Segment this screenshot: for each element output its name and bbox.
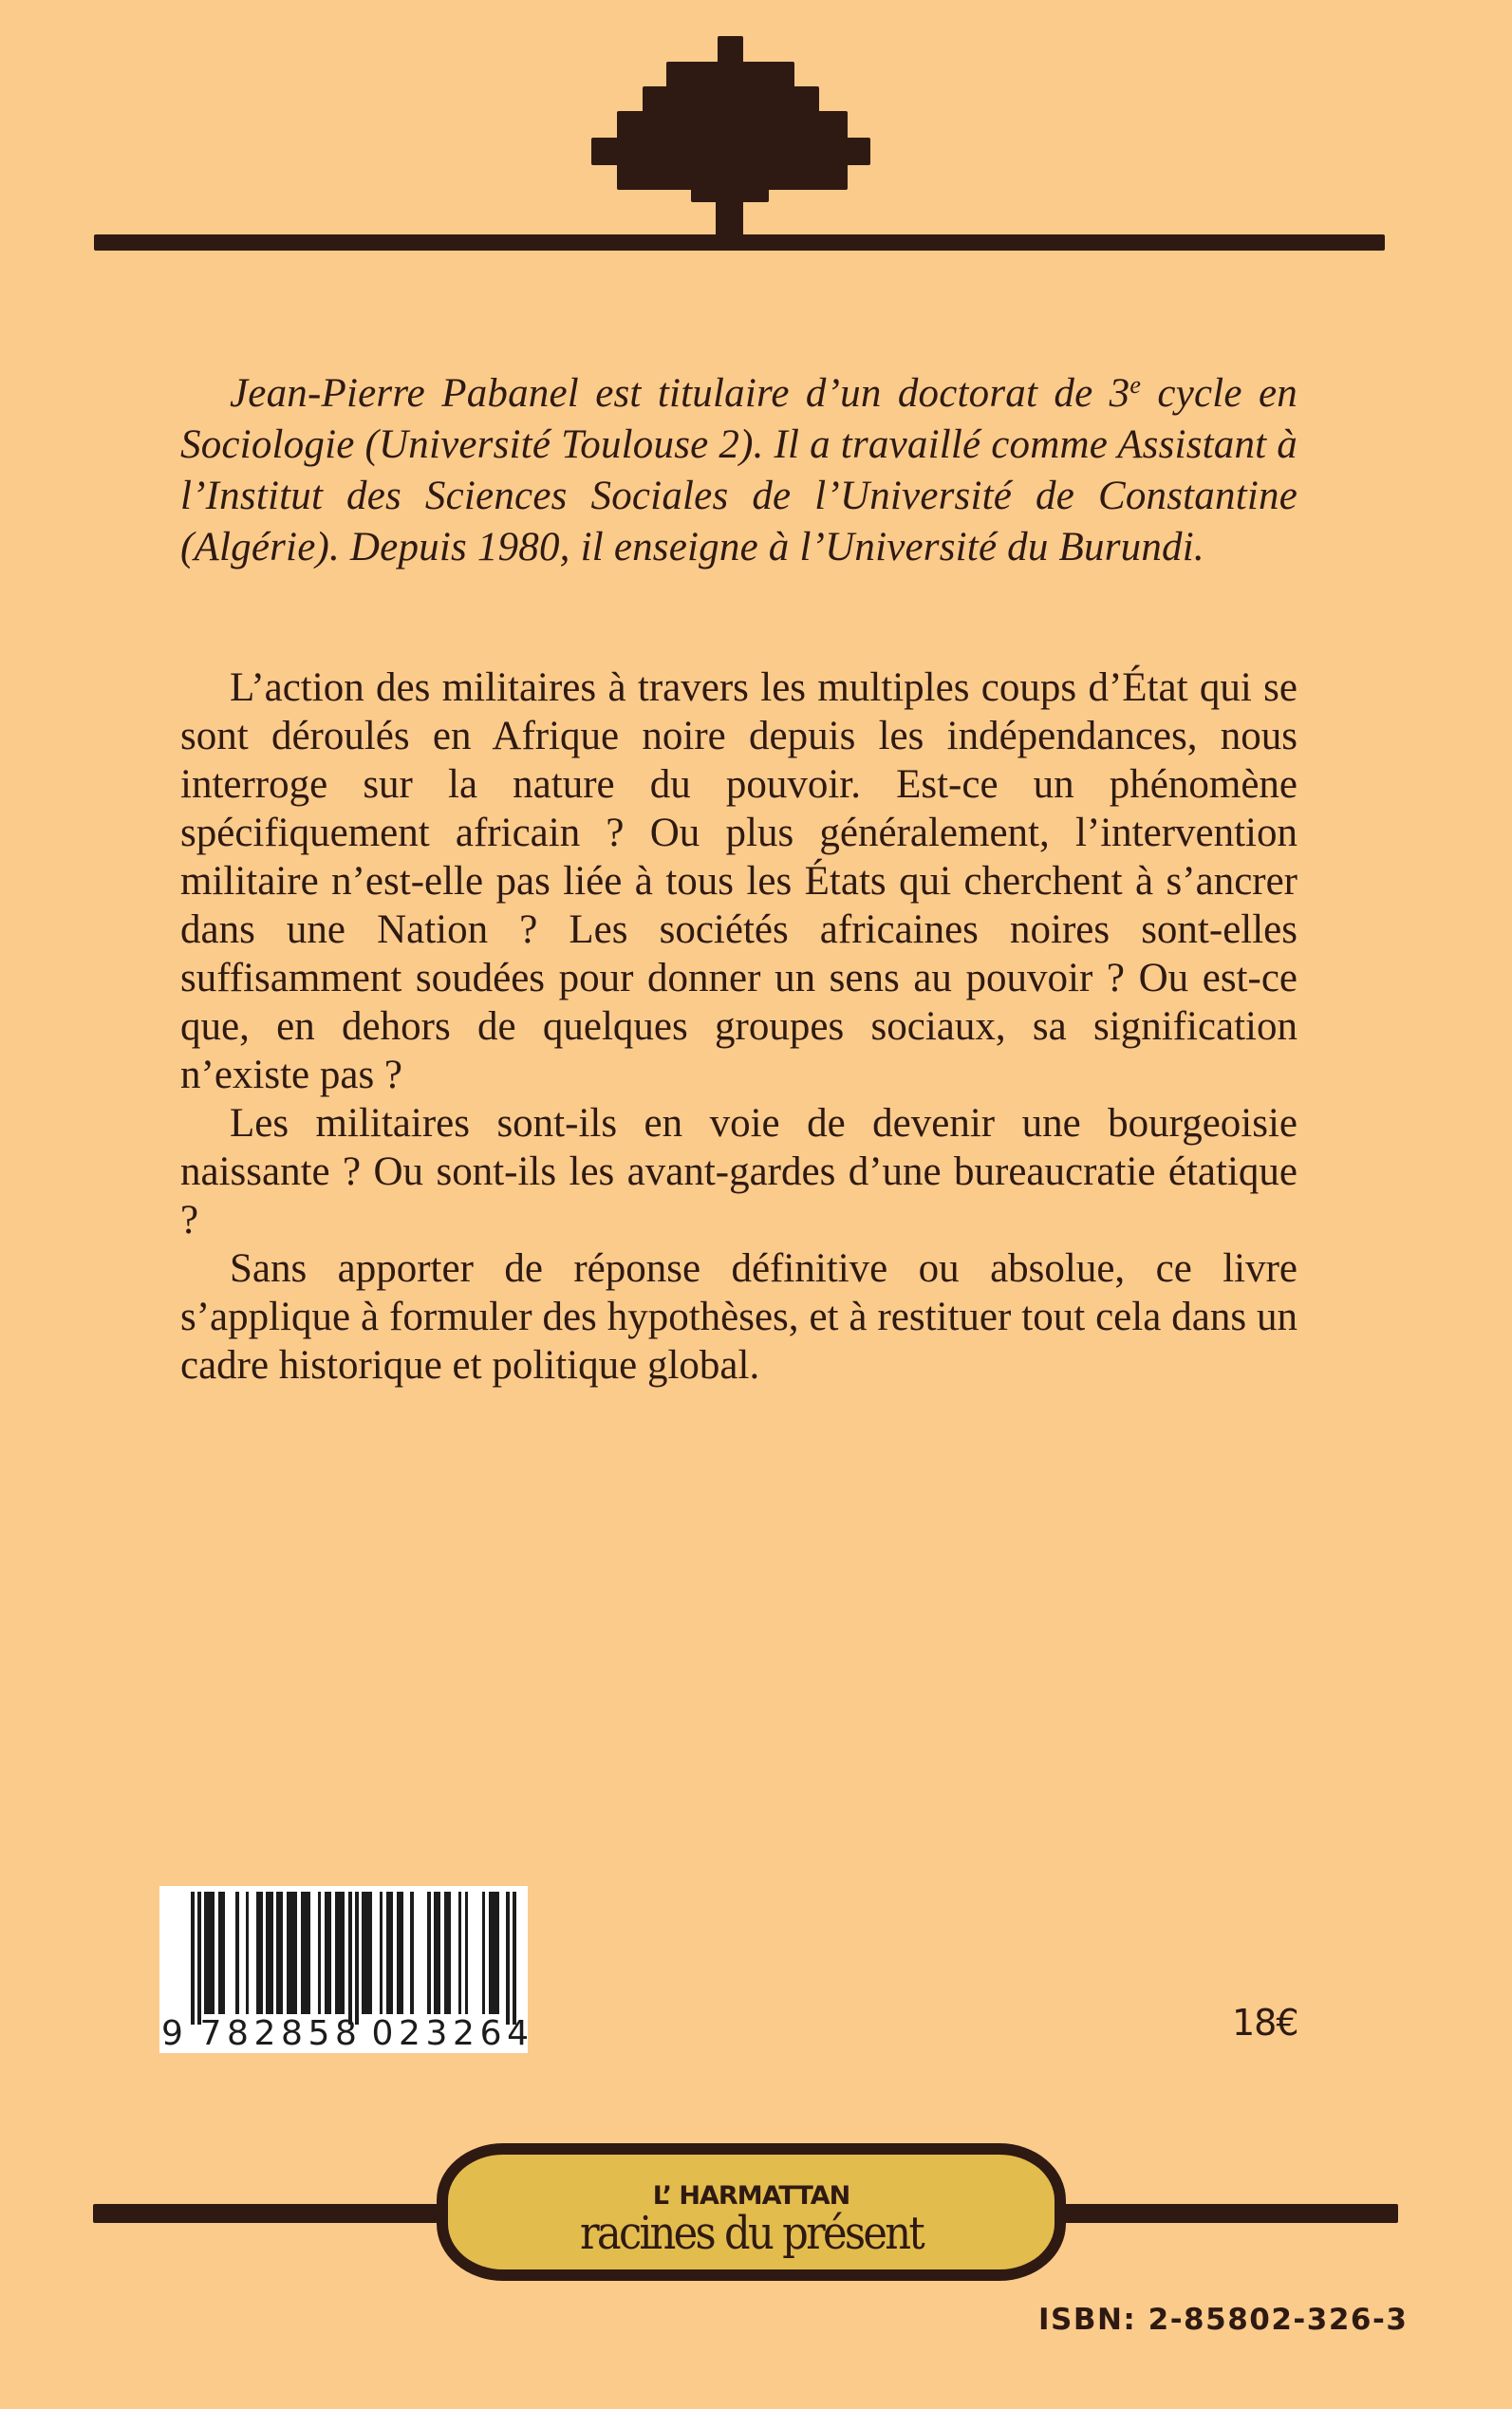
ean-barcode bbox=[159, 1886, 534, 2053]
publisher-logo bbox=[437, 2143, 1066, 2281]
barcode-bar bbox=[513, 1892, 516, 2025]
barcode-bars bbox=[191, 1892, 517, 2025]
price-label: 18€ bbox=[1232, 2002, 1298, 2044]
publisher-name: L’ HARMATTAN bbox=[652, 2181, 850, 2211]
barcode-digits: 9 782858 023264 bbox=[161, 2014, 534, 2053]
blurb-paragraph: L’action des militaires à travers les multiples coups d’État qui se sont déroulés en Afrique noire depuis les indépendances, nous interroge sur la nature du pouvoir. Est-ce un phénomène spécifiquement africain ? Ou plus généralement, l’intervention militaire n’est-elle pas liée à tous les États qui cherchent à s’ancrer dans une Nation ? Les sociétés africaines noires sont-elles suffisamment soudées pour donner un sens au pouvoir ? Ou est-ce que, en dehors de quelques groupes sociaux, sa signification n’existe pas ? bbox=[180, 665, 1297, 1097]
collection-name: racines du présent bbox=[579, 2207, 924, 2260]
author-bio-text: Jean-Pierre Pabanel est titulaire d’un doctorat de 3e cycle en Sociologie (Université Toulouse 2). Il a travaillé comme Assistant à l’Institut des Sciences Sociales de l’Université de Constantine (Algérie). Depuis 1980, il enseigne à l’Université du Burundi. bbox=[180, 371, 1297, 570]
superscript-e: e bbox=[1129, 371, 1142, 399]
isbn-label: ISBN: 2-85802-326-3 bbox=[1038, 2303, 1409, 2337]
top-rule bbox=[94, 234, 1385, 251]
blurb-paragraph: Sans apporter de réponse définitive ou absolue, ce livre s’applique à formuler des hypothèses, et à restituer tout cela dans un cadre historique et politique global. bbox=[180, 1246, 1297, 1388]
author-bio bbox=[180, 368, 1297, 573]
tree-icon bbox=[0, 0, 1512, 256]
blurb-paragraph: Les militaires sont-ils en voie de devenir une bourgeoisie naissante ? Ou sont-ils les avant-gardes d’une bureaucratie étatique ? bbox=[180, 1101, 1297, 1242]
book-blurb bbox=[180, 663, 1297, 1390]
